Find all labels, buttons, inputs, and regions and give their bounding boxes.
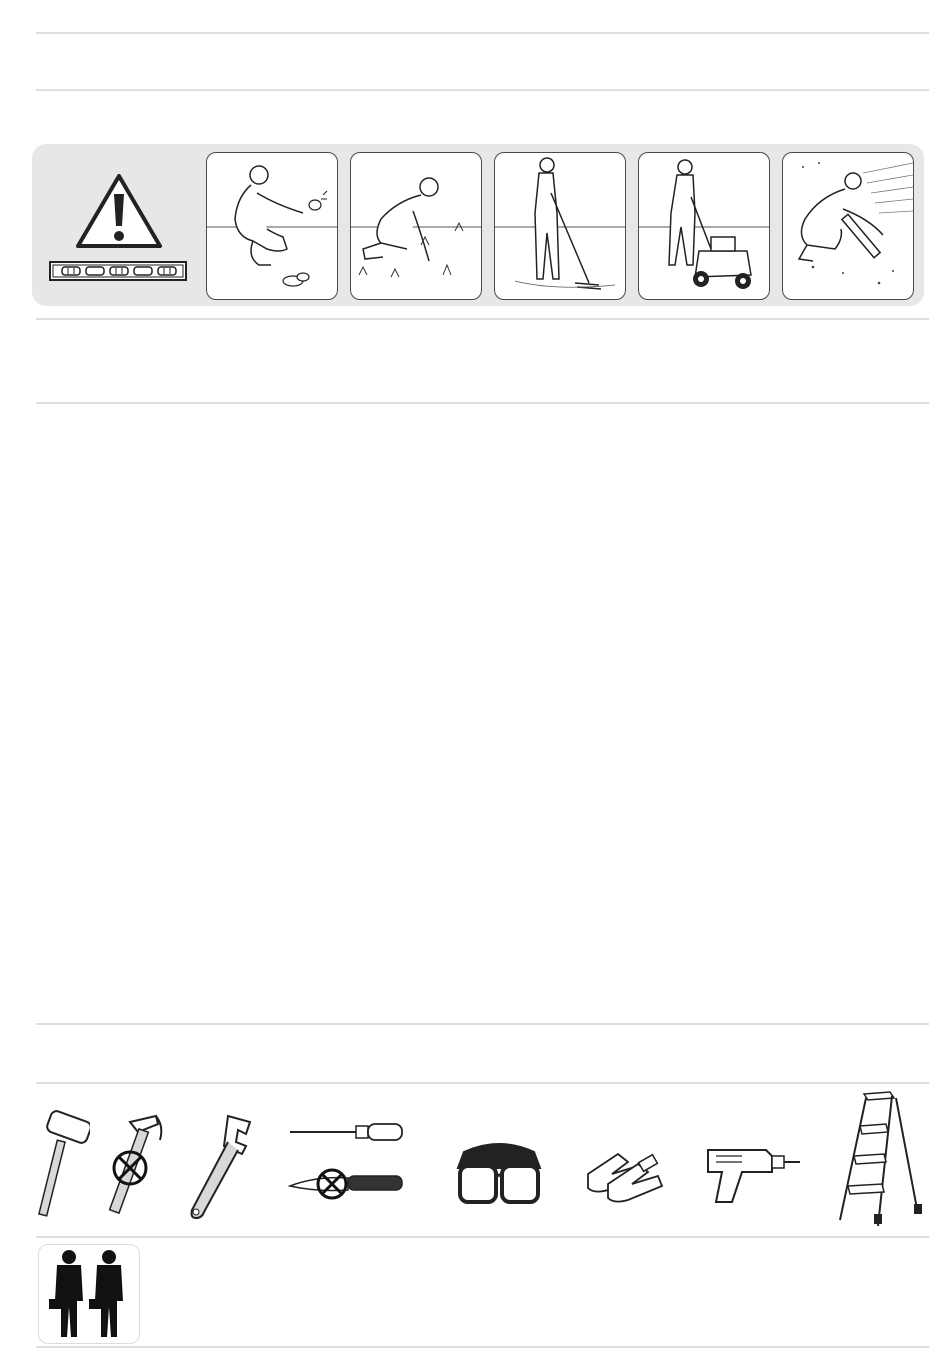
claw-hammer-icon	[104, 1110, 164, 1220]
safety-goggles-icon	[454, 1138, 544, 1208]
divider-4	[36, 402, 929, 404]
divider-bottom	[36, 1346, 929, 1348]
knife-icon	[286, 1166, 406, 1202]
divider-6	[36, 1082, 929, 1084]
divider-2	[36, 89, 929, 91]
adjustable-wrench-icon	[180, 1112, 260, 1222]
divider-7	[36, 1236, 929, 1238]
screwdriver-icon	[286, 1118, 406, 1148]
spirit-level-icon	[48, 260, 190, 284]
rubber-mallet-icon	[30, 1110, 90, 1220]
person-leveling-ground-icon	[783, 153, 913, 299]
person-pulling-weeds-icon	[351, 153, 481, 299]
step-ladder-icon	[834, 1088, 924, 1232]
divider-top	[36, 32, 929, 34]
power-drill-icon	[702, 1142, 802, 1206]
warning-triangle-icon	[48, 170, 190, 256]
scene-rake-ground	[494, 152, 626, 300]
person-removing-stones-icon	[207, 153, 337, 299]
two-installers-icon	[39, 1245, 139, 1343]
warning-block	[48, 170, 190, 284]
person-raking-icon	[495, 153, 625, 299]
person-mowing-icon	[639, 153, 769, 299]
installers-panel	[38, 1244, 140, 1344]
scene-mow-lawn	[638, 152, 770, 300]
scene-level-ground	[782, 152, 914, 300]
scene-remove-stones	[206, 152, 338, 300]
scene-pull-weeds	[350, 152, 482, 300]
divider-3	[36, 318, 929, 320]
divider-5	[36, 1023, 929, 1025]
work-gloves-icon	[578, 1144, 668, 1204]
